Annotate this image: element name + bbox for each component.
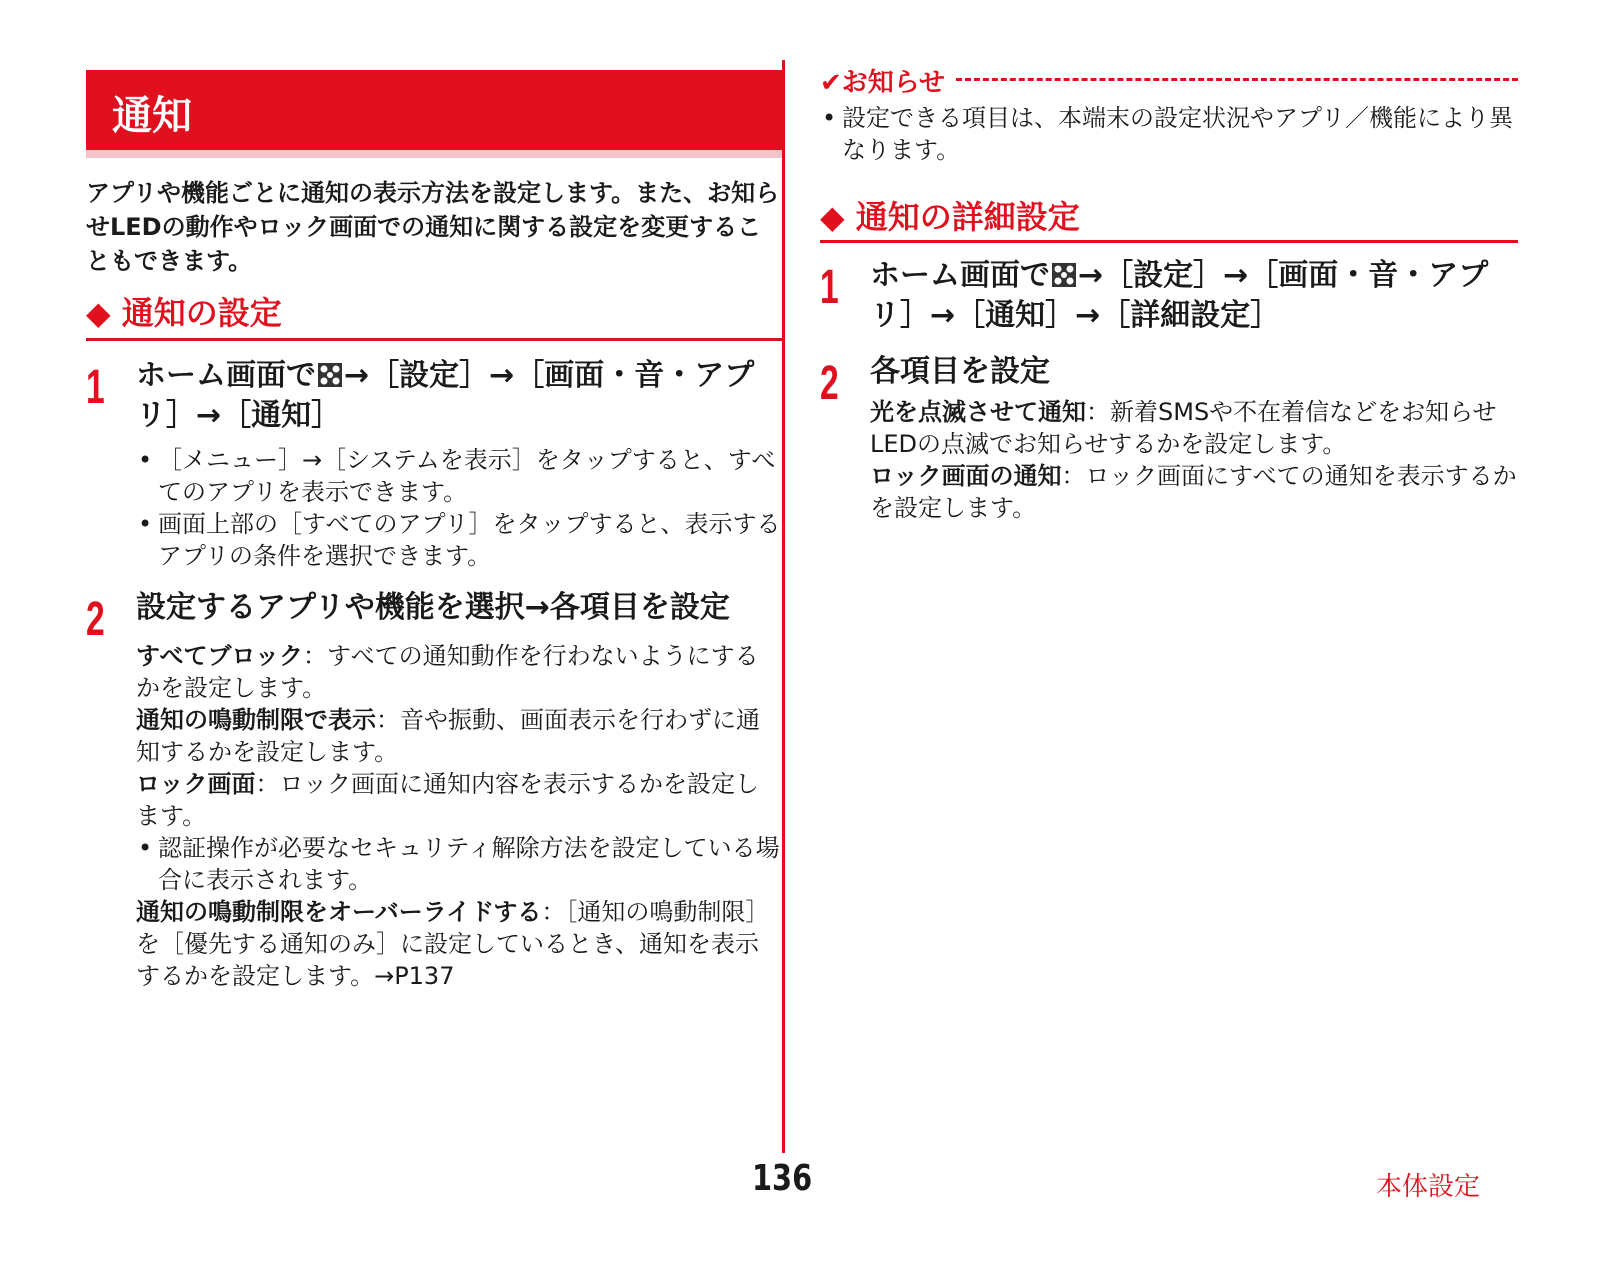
setting-term: ロック画面の通知 bbox=[870, 462, 1062, 490]
step-instruction: 各項目を設定 bbox=[870, 354, 1050, 389]
step-instruction bbox=[870, 256, 1518, 336]
notice-body bbox=[820, 102, 1518, 166]
setting-term: 通知の鳴動制限で表示 bbox=[136, 706, 376, 734]
setting-term: すべてブロック bbox=[136, 642, 304, 670]
section-heading-advanced-settings: ◆ 通知の詳細設定 bbox=[820, 198, 1080, 236]
setting-term: 光を点滅させて通知 bbox=[870, 398, 1086, 426]
setting-term: ロック画面 bbox=[136, 770, 256, 798]
step-instruction bbox=[136, 356, 782, 436]
setting-desc: ：ロック画面にすべての通知を表示するかを設定します。 bbox=[870, 462, 1517, 522]
setting-item bbox=[136, 704, 782, 768]
section-rule bbox=[820, 240, 1518, 243]
step-text-b: →［設定］→［画面・音・アプリ］→［通知］→［詳細設定］ bbox=[870, 258, 1489, 333]
setting-item bbox=[870, 396, 1518, 460]
setting-item bbox=[136, 896, 782, 992]
step-text-a: ホーム画面で bbox=[870, 258, 1050, 293]
column-divider bbox=[782, 60, 785, 1153]
intro-text: アプリや機能ごとに通知の表示方法を設定します。また、お知らせLEDの動作やロック画面での通知に関する設定を変更することもできます。 bbox=[86, 179, 780, 275]
note-bullet: • ［メニュー］→［システムを表示］をタップすると、すべてのアプリを表示できます。 bbox=[136, 444, 782, 508]
step-number: 2 bbox=[86, 593, 105, 646]
setting-item bbox=[136, 768, 782, 832]
chapter-label: 本体設定 bbox=[1376, 1172, 1481, 1202]
setting-term: 通知の鳴動制限をオーバーライドする bbox=[136, 898, 542, 926]
notice-bullet: • 設定できる項目は、本端末の設定状況やアプリ／機能により異なります。 bbox=[820, 102, 1518, 166]
notice-label: ✔お知らせ bbox=[820, 62, 949, 99]
setting-desc: ：すべての通知動作を行わないようにするかを設定します。 bbox=[136, 642, 759, 702]
step-text-a: ホーム画面で bbox=[136, 358, 316, 393]
setting-item bbox=[136, 640, 782, 704]
section-rule bbox=[86, 338, 782, 341]
setting-item bbox=[870, 460, 1518, 524]
section-heading-notification-settings: ◆ 通知の設定 bbox=[86, 294, 282, 332]
step-number: 2 bbox=[820, 357, 839, 410]
page-number: 136 bbox=[752, 1158, 813, 1199]
step-1 bbox=[820, 256, 1518, 336]
apps-grid-icon bbox=[1052, 263, 1076, 287]
note-bullet: • 画面上部の［すべてのアプリ］をタップすると、表示するアプリの条件を選択できます。 bbox=[136, 508, 782, 572]
step-2 bbox=[820, 352, 1518, 524]
step-text-b: →［設定］→［画面・音・アプリ］→［通知］ bbox=[136, 358, 755, 433]
setting-desc: ：ロック画面に通知内容を表示するかを設定します。 bbox=[136, 770, 760, 830]
title-underline bbox=[86, 150, 782, 158]
step-2 bbox=[86, 588, 782, 992]
step-instruction: 設定するアプリや機能を選択→各項目を設定 bbox=[136, 590, 730, 625]
setting-desc: ：［通知の鳴動制限］を［優先する通知のみ］に設定しているとき、通知を表示するかを設定します。→P137 bbox=[136, 898, 770, 990]
step-1 bbox=[86, 356, 782, 572]
setting-desc: ：新着SMSや不在着信などをお知らせLEDの点滅でお知らせするかを設定します。 bbox=[870, 398, 1497, 458]
notice-header bbox=[820, 62, 1518, 96]
note-bullet: • 認証操作が必要なセキュリティ解除方法を設定している場合に表示されます。 bbox=[136, 832, 782, 896]
step-number: 1 bbox=[86, 361, 105, 414]
notice-dashed-rule bbox=[956, 78, 1518, 81]
page-title: 通知 bbox=[86, 70, 782, 150]
setting-desc: ：音や振動、画面表示を行わずに通知するかを設定します。 bbox=[136, 706, 760, 766]
apps-grid-icon bbox=[318, 363, 342, 387]
step-number: 1 bbox=[820, 261, 839, 314]
